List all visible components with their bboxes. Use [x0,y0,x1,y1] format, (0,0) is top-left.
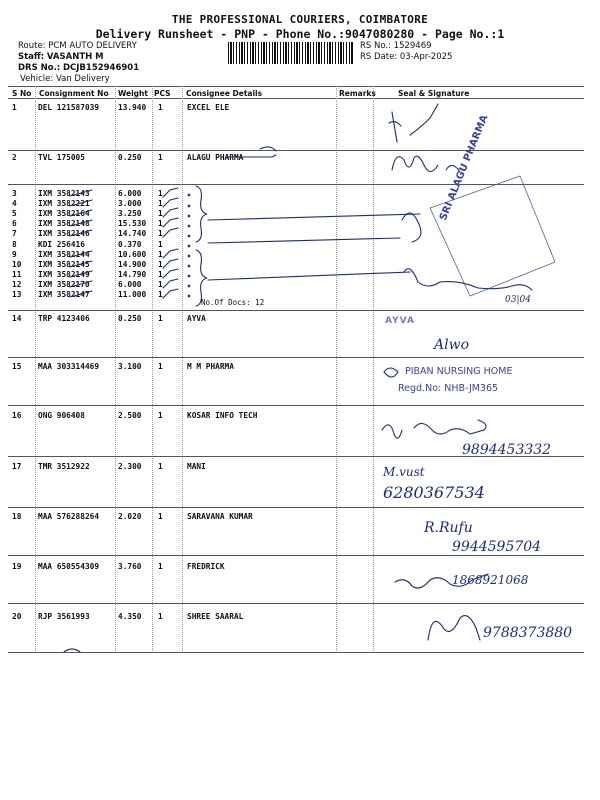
row-weight: 14.790 [118,270,147,279]
row-pcs: 1 [158,199,163,208]
row-consignee: FREDRICK [187,562,225,571]
row-consignment: MAA 650554309 [38,562,100,571]
row-consignment: TRP 4123406 [38,314,90,323]
tick-mark [70,291,92,297]
row-sno: 5 [12,209,17,218]
tick-mark [70,261,92,267]
row-pcs: 1 [158,229,163,238]
tick-mark [163,198,178,207]
row-pcs: 1 [158,562,163,571]
tick-mark [163,279,178,288]
handwritten-name: M.vust [383,465,425,479]
row-consignment: KDI 256416 [38,240,85,249]
col-header-remarks: Remarks [339,89,376,98]
row-weight: 10.600 [118,250,147,259]
row-pcs: 1 [158,260,163,269]
nursing-home-reg: Regd.No: NHB-JM365 [398,383,499,394]
col-header-consignee: Consignee Details [186,89,263,98]
row-sno: 19 [12,562,22,571]
row-weight: 6.000 [118,189,142,198]
row-weight: 6.000 [118,280,142,289]
tick-mark [70,281,92,287]
tick-mark [163,269,178,278]
row-consignee: SARAVANA KUMAR [187,512,253,521]
handwritten-signature: R.Rufu [424,520,473,536]
row-pcs: 1 [158,103,163,112]
row-pcs: 1 [158,280,163,289]
handwritten-phone: 9788373880 [483,625,573,641]
tick-mark [163,228,178,237]
pen-line [260,147,276,151]
pen-line [208,272,410,280]
company-title: THE PROFESSIONAL COURIERS, COIMBATORE [171,13,429,26]
row-weight: 0.250 [118,314,142,323]
row-consignment: DEL 121587039 [38,103,100,112]
row-pcs: 1 [158,362,163,371]
row-weight: 3.250 [118,209,142,218]
row-pcs: 1 [158,314,163,323]
row-consignment: IXM 3582149 [38,270,90,279]
row-consignment: IXM 3582164 [38,209,90,218]
tick-mark [163,259,178,268]
row-pcs: 1 [158,612,163,621]
row-sno: 13 [12,290,22,299]
col-header-signature: Seal & Signature [398,89,470,98]
handwritten-phone: 6280367534 [383,483,485,502]
staff-label: Staff: [18,52,45,62]
handwritten-phone: 9944595704 [452,539,542,555]
row-consignment: ONG 906408 [38,411,85,420]
row-pcs: 1 [158,153,163,162]
row-consignment: IXM 3582170 [38,280,90,289]
row-consignment: IXM 3582145 [38,260,90,269]
row-consignee: M M PHARMA [187,362,234,371]
signature-scrawl [384,368,398,377]
route-label: Route: PCM AUTO DELIVERY [18,41,137,51]
row-sno: 4 [12,199,17,208]
row-pcs: 1 [158,219,163,228]
alagu-pharma-stamp: SRI ALAGU PHARMA [438,113,491,223]
row-pcs: 1 [158,209,163,218]
row-pcs: 1 [158,462,163,471]
row-consignment: IXM 3582143 [38,189,90,198]
row-weight: 3.000 [118,199,142,208]
row-pcs: 1 [158,290,163,299]
row-sno: 9 [12,250,17,259]
tick-mark [70,271,92,277]
brace-mark [196,250,207,306]
tick-mark [70,200,92,206]
tick-mark [163,289,178,298]
drs-label: DRS No.: [18,63,61,73]
vehicle-label: Vehicle: Van Delivery [20,74,110,84]
row-sno: 15 [12,362,22,371]
row-consignment: RJP 3561993 [38,612,90,621]
staff-value: VASANTH M [46,52,104,62]
row-weight: 0.370 [118,240,142,249]
pen-line [226,155,276,157]
row-sno: 6 [12,219,17,228]
row-pcs: 1 [158,411,163,420]
row-consignee: AYVA [187,314,206,323]
row-consignment: IXM 3582144 [38,250,90,259]
row-sno: 20 [12,612,22,621]
row-sno: 16 [12,411,22,420]
row-sno: 11 [12,270,22,279]
signature-scrawl [402,213,532,290]
handwritten-phone: 9894453332 [462,442,552,458]
row-consignment: MAA 303314469 [38,362,100,371]
row-sno: 10 [12,260,22,269]
row-sno: 14 [12,314,22,323]
row-consignment: TVL 175005 [38,153,85,162]
row-consignment: IXM 3582147 [38,290,90,299]
row-sno: 8 [12,240,17,249]
row-weight: 2.500 [118,411,142,420]
row-consignee: MANI [187,462,206,471]
tick-mark [163,249,178,258]
row-sno: 1 [12,103,17,112]
row-consignment: TMR 3512922 [38,462,90,471]
row-consignee: SHREE SAARAL [187,612,244,621]
row-weight: 11.000 [118,290,147,299]
handwritten-date: 03|04 [505,295,531,305]
row-sno: 18 [12,512,22,521]
tick-mark [163,218,178,227]
signature-scrawl [389,104,438,142]
row-consignee: KOSAR INFO TECH [187,411,258,420]
signature-scrawl [382,420,486,438]
tick-mark [70,251,92,257]
col-header-weight: Weight [118,89,148,98]
tick-mark [70,210,92,216]
rs-number: RS No.: 1529469 [360,41,432,51]
handwritten-signature: Alwo [434,337,469,353]
row-pcs: 1 [158,512,163,521]
pen-line [208,214,420,220]
row-weight: 13.940 [118,103,147,112]
row-weight: 4.350 [118,612,142,621]
rs-date: RS Date: 03-Apr-2025 [360,52,453,62]
drs-value: DCJB152946901 [62,63,140,73]
row-consignment: IXM 3582148 [38,219,90,228]
tick-mark [163,188,178,197]
no-of-docs: No.Of Docs: 12 [201,298,265,307]
row-pcs: 1 [158,189,163,198]
col-header-sno: S No [12,89,32,98]
row-weight: 3.100 [118,362,142,371]
row-consignee: ALAGU PHARMA [187,153,244,162]
row-sno: 12 [12,280,22,289]
col-header-consignment: Consignment No [39,89,109,98]
row-consignment: MAA 576288264 [38,512,100,521]
pen-line [208,238,400,243]
col-header-pcs: PCS [154,89,171,98]
row-sno: 17 [12,462,22,471]
row-weight: 3.760 [118,562,142,571]
signature-scrawl [392,156,460,172]
pen-smudge [64,649,80,652]
row-pcs: 1 [158,240,163,249]
handwritten-phone: 1868921068 [452,573,529,587]
row-weight: 2.300 [118,462,142,471]
tick-mark [70,220,92,226]
ayva-stamp: AYVA [385,316,415,326]
row-consignee: EXCEL ELE [187,103,230,112]
nursing-home-stamp: PIBAN NURSING HOME [405,366,513,377]
signature-scrawl [428,616,480,640]
tick-mark [163,208,178,217]
row-sno: 2 [12,153,17,162]
row-weight: 15.530 [118,219,147,228]
tick-mark [70,190,92,196]
row-pcs: 1 [158,250,163,259]
row-weight: 14.740 [118,229,147,238]
row-weight: 2.020 [118,512,142,521]
row-weight: 0.250 [118,153,142,162]
row-consignment: IXM 3582146 [38,229,90,238]
row-pcs: 1 [158,270,163,279]
tick-mark [70,230,92,236]
row-sno: 7 [12,229,17,238]
runsheet-subtitle: Delivery Runsheet - PNP - Phone No.:9047080280 - Page No.:1 [95,27,505,41]
row-weight: 14.900 [118,260,147,269]
row-sno: 3 [12,189,17,198]
brace-mark [196,186,207,242]
row-consignment: IXM 3582221 [38,199,90,208]
